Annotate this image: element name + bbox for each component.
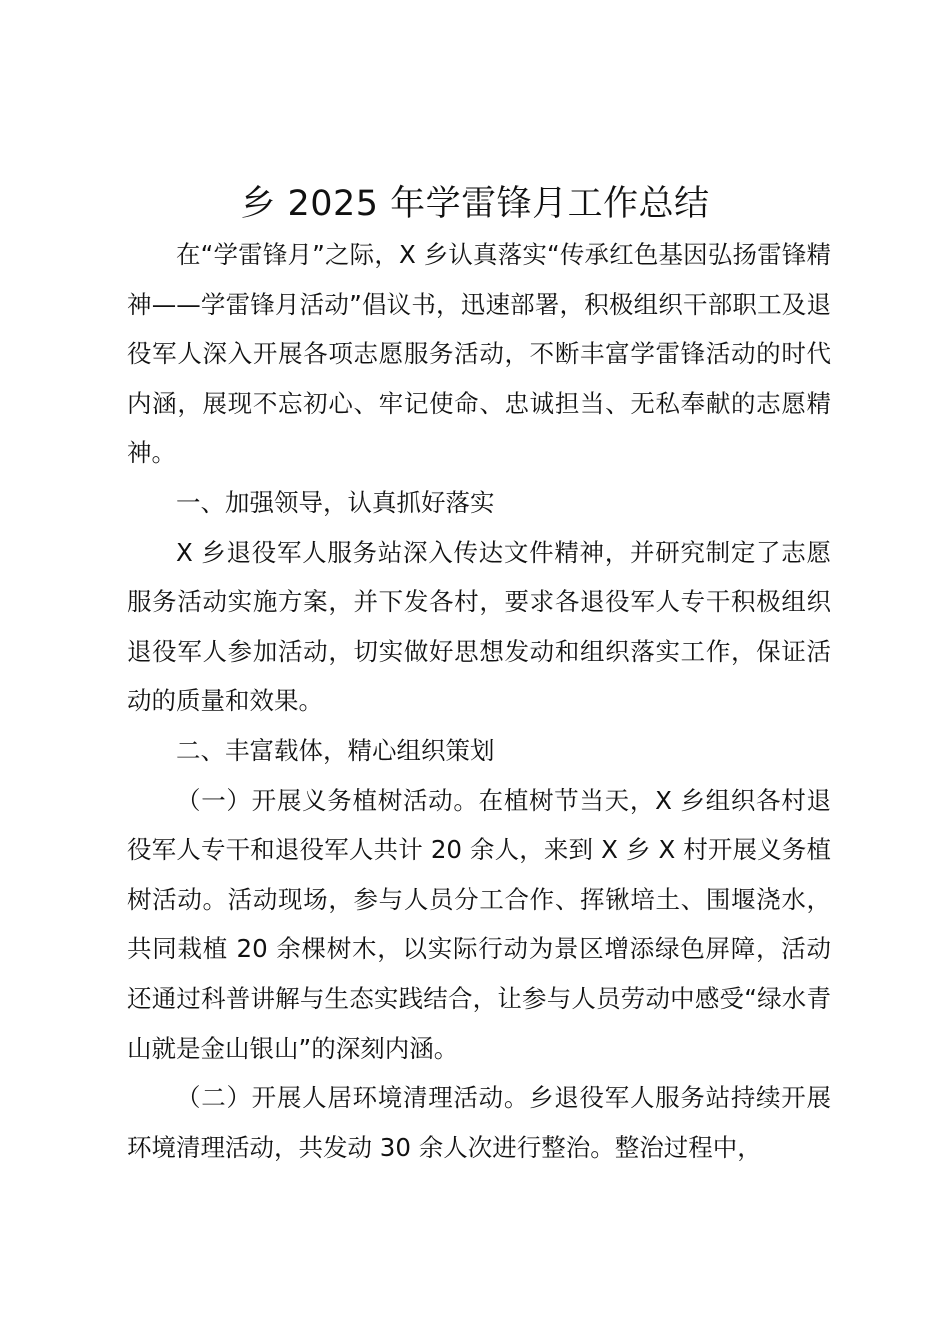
section-heading-2: 二、丰富载体，精心组织策划: [176, 735, 495, 765]
intro-paragraph: 在“学雷锋月”之际，X 乡认真落实“传承红色基因弘扬雷锋精神——学雷锋月活动”倡议书，迅速部署，积极组织干部职工及退役军人深入开展各项志愿服务活动，不断丰富学雷锋活动的时代内涵，展现不忘初心、牢记使命、忠诚担当、无私奉献的志愿精神。: [127, 240, 831, 468]
subsection-1-paragraph: （一）开展义务植树活动。在植树节当天，X 乡组织各村退役军人专干和退役军人共计 20 余人，来到 X 乡 X 村开展义务植树活动。活动现场，参与人员分工合作、挥锹培土、围堰浇水，共同栽植 20 余棵树木，以实际行动为景区增添绿色屏障，活动还通过科普讲解与生态实践结合，让参与人员劳动中感受“绿水青山就是金山银山”的深刻内涵。: [127, 785, 831, 1063]
section-1-paragraph: X 乡退役军人服务站深入传达文件精神，并研究制定了志愿服务活动实施方案，并下发各村，要求各退役军人专干积极组织退役军人参加活动，切实做好思想发动和组织落实工作，保证活动的质量和效果。: [127, 537, 831, 716]
subsection-2-paragraph: （二）开展人居环境清理活动。乡退役军人服务站持续开展环境清理活动，共发动 30 余人次进行整治。整治过程中，: [127, 1083, 831, 1162]
document-body: [127, 230, 831, 1172]
document-title: 乡 2025 年学雷锋月工作总结: [240, 184, 710, 224]
section-heading-1: 一、加强领导，认真抓好落实: [176, 487, 495, 517]
